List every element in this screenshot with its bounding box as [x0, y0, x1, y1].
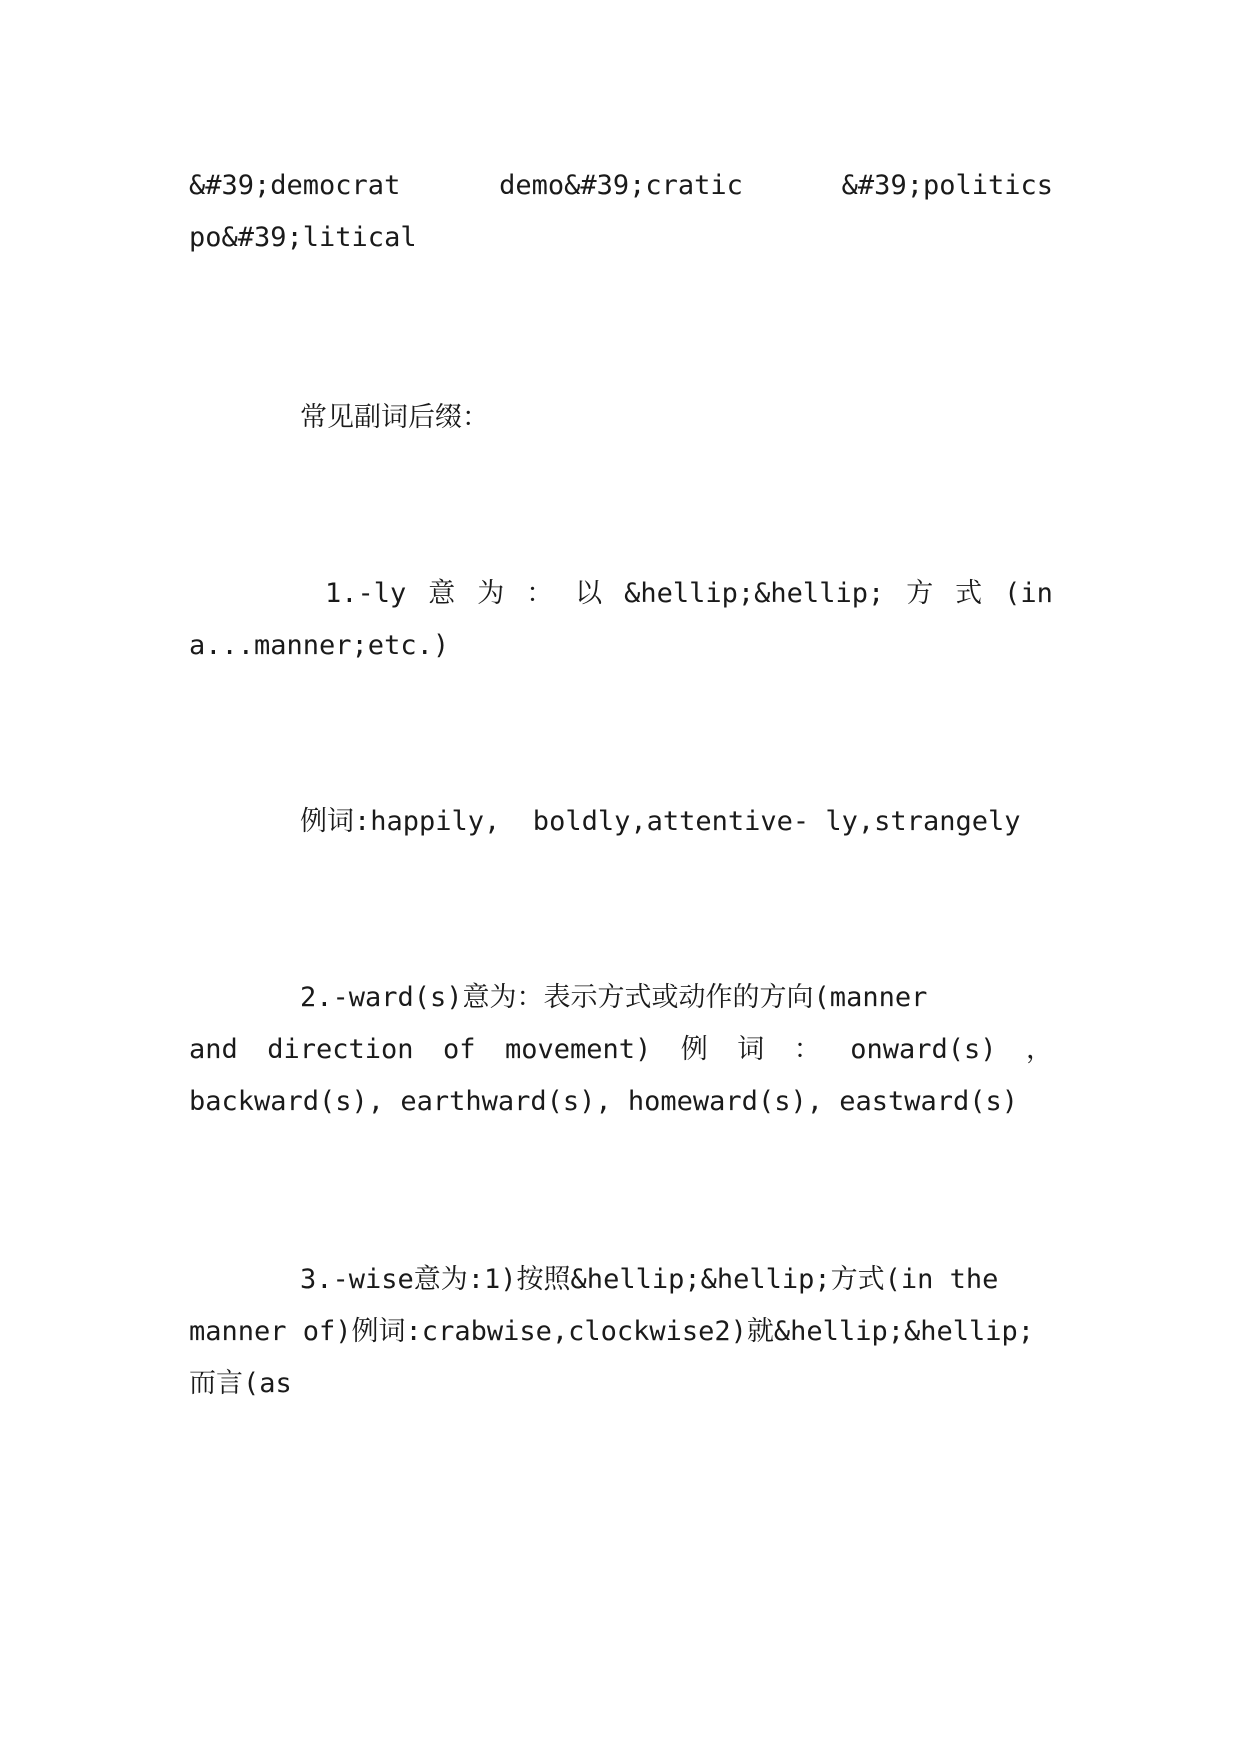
- suffix-ward-line-2: [189, 1028, 1053, 1072]
- example-words-ly: 例词:happily, boldly,attentive- ly,strangely: [300, 806, 1021, 837]
- suffix-ly-line-2: a...manner;etc.): [189, 630, 450, 661]
- word-list-line-1: [189, 164, 1053, 208]
- token: direction: [267, 1034, 414, 1065]
- suffix-ward-line-1: 2.-ward(s)意为：表示方式或动作的方向(manner: [300, 982, 928, 1013]
- token: 式: [955, 578, 983, 609]
- suffix-ward-line-3: backward(s), earthward(s), homeward(s), eastward(s): [189, 1086, 1019, 1117]
- section-heading: 常见副词后缀：: [300, 402, 489, 433]
- token: and: [189, 1034, 238, 1065]
- token: 1.-ly: [325, 578, 407, 609]
- token: 为: [477, 578, 505, 609]
- token: 词: [737, 1034, 765, 1065]
- word-list-line-2: po&#39;litical: [189, 222, 417, 253]
- word: &#39;democrat: [189, 170, 401, 201]
- suffix-wise-line-1: 3.-wise意为:1)按照&hellip;&hellip;方式(in the: [300, 1264, 999, 1295]
- word: demo&#39;cratic: [499, 170, 743, 201]
- token: movement): [505, 1034, 652, 1065]
- token: onward(s): [850, 1034, 997, 1065]
- token: &hellip;&hellip;: [624, 578, 885, 609]
- token: 例: [680, 1034, 708, 1065]
- token: 意: [428, 578, 456, 609]
- word: &#39;politics: [841, 170, 1053, 201]
- suffix-wise-line-2: manner of)例词:crabwise,clockwise2)就&hellip;&hellip;: [189, 1316, 1035, 1347]
- suffix-ly-line-1: [325, 572, 1053, 616]
- token: ：: [793, 1034, 821, 1065]
- token: 方: [906, 578, 934, 609]
- token: ，: [1025, 1034, 1053, 1065]
- token: of: [443, 1034, 476, 1065]
- suffix-wise-line-3: 而言(as: [189, 1368, 292, 1399]
- token: (in: [1004, 578, 1053, 609]
- token: ：: [526, 578, 554, 609]
- token: 以: [575, 578, 603, 609]
